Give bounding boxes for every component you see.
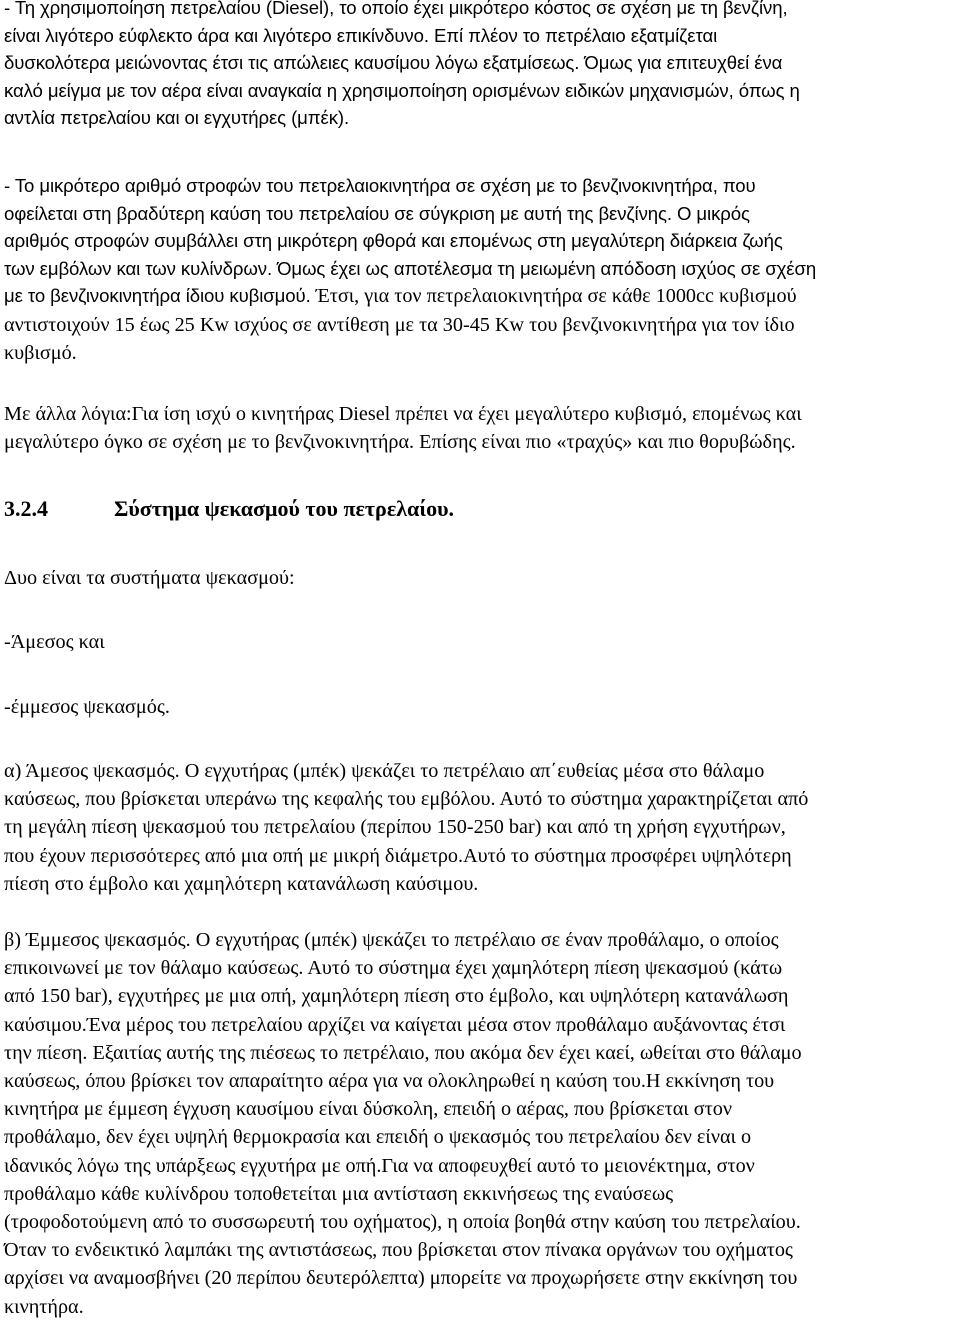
section-title: Σύστημα ψεκασμού του πετρελαίου. [114, 496, 455, 521]
text-line: οφείλεται στη βραδύτερη καύση του πετρελαίου σε σύγκριση με αυτή της βενζίνης. Ο μικρός [4, 202, 750, 224]
text-line: είναι λιγότερο εύφλεκτο άρα και λιγότερο επικίνδυνο. Επί πλέον το πετρέλαιο εξατμίζεται [4, 24, 718, 46]
text-line: Με άλλα λόγια:Για ίση ισχύ ο κινητήρας Diesel πρέπει να έχει μεγαλύτερο κυβισμό, επομένως και [4, 403, 802, 425]
text-line: καύσεως, όπου βρίσκει τον απαραίτητο αέρα για να ολοκληρωθεί η καύση του.Η εκκίνηση του [4, 1070, 775, 1093]
paragraph-fuel-advantages [4, 0, 956, 132]
text-line: πίεση στο έμβολο και χαμηλότερη κατανάλωση καύσιμου. [4, 872, 479, 895]
text-line: αριθμός στροφών συμβάλλει στη μικρότερη φθορά και επομένως στη μεγαλύτερη διάρκεια ζωής [4, 230, 783, 252]
text-line: μεγαλύτερο όγκο σε σχέση με το βενζινοκινητήρα. Επίσης είναι πιο «τραχύς» και πιο θορυβώδης. [4, 431, 796, 454]
paragraph-in-other-words [4, 400, 956, 456]
text-line: - Το μικρότερο αριθμό στροφών του πετρελαιοκινητήρα σε σχέση με το βενζινοκινητήρα, που [4, 175, 756, 196]
text-line: κινητήρα με έμμεση έγχυση καυσίμου είναι δύσκολη, επειδή ο αέρας, που βρίσκεται στον [4, 1098, 732, 1121]
text-line: την πίεση. Εξαιτίας αυτής της πιέσεως το πετρέλαιο, που ακόμα δεν έχει καεί, ωθείται στο θάλαμο [4, 1041, 802, 1064]
list-item-indirect: -έμμεσος ψεκασμός. [4, 696, 170, 718]
paragraph-indirect-injection [4, 926, 956, 1321]
text-line: αρχίσει να αναμοσβήνει (20 περίπου δευτερόλεπτα) μπορείτε να προχωρήσετε στην εκκίνηση του [4, 1267, 798, 1290]
intro-line: Δυο είναι τα συστήματα ψεκασμού: [4, 567, 295, 589]
text-line: κινητήρα. [4, 1295, 84, 1318]
text-line: ιδανικός λόγω της υπάρξεως εγχυτήρα με οπή.Για να αποφευχθεί αυτό το μειονέκτημα, στον [4, 1154, 755, 1177]
text-line: προθάλαμο, δεν έχει υψηλή θερμοκρασία και επειδή ο ψεκασμός του πετρελαίου δεν είναι ο [4, 1126, 752, 1149]
text-line: δυσκολότερα μειώνοντας έτσι τις απώλειες καυσίμου λόγω εξατμίσεως. Όμως για επιτευχθεί ένα [4, 52, 783, 74]
text-line: προθάλαμο κάθε κυλίνδρου τοποθετείται μια αντίσταση εκκινήσεως της εναύσεως [4, 1182, 674, 1205]
text-line: από 150 bar), εγχυτήρες με μια οπή, χαμηλότερη πίεση στο έμβολο, και υψηλότερη κατανάλωση [4, 985, 789, 1008]
text-line: - Τη χρησιμοποίηση πετρελαίου (Diesel), το οποίο έχει μικρότερο κόστος σε σχέση με τη βενζίνη, [4, 0, 788, 18]
text-line: επικοινωνεί με τον θάλαμο καύσεως. Αυτό το σύστημα έχει χαμηλότερη πίεση ψεκασμού (κάτω [4, 957, 783, 980]
text-line: β) Έμμεσος ψεκασμός. Ο εγχυτήρας (μπέκ) ψεκάζει το πετρέλαιο σε έναν προθάλαμο, ο οποίος [4, 929, 779, 951]
text-line: τη μεγάλη πίεση ψεκασμού του πετρελαίου (περίπου 150-250 bar) και από τη χρήση εγχυτήρων, [4, 816, 786, 839]
text-line: αντιστοιχούν 15 έως 25 Kw ισχύος σε αντίθεση με τα 30-45 Kw του βενζινοκινητήρα για τον ίδιο [4, 313, 795, 336]
section-number: 3.2.4 [4, 496, 48, 521]
section-heading [4, 495, 956, 523]
list-item-direct: -Άμεσος και [4, 631, 105, 653]
text-line: των εμβόλων και των κυλίνδρων. Όμως έχει ως αποτέλεσμα τη μειωμένη απόδοση ισχύος σε σχέση [4, 257, 817, 279]
paragraph-engine-rpm [4, 172, 956, 367]
text-line: αντλία πετρελαίου και οι εγχυτήρες (μπέκ). [4, 107, 350, 129]
text-line: κυβισμό. [4, 341, 77, 364]
text-line: που έχουν περισσότερες από μια οπή με μικρή διάμετρο.Αυτό το σύστημα προσφέρει υψηλότερη [4, 844, 792, 867]
text-line: καλό μείγμα με τον αέρα είναι αναγκαία η χρησιμοποίηση ορισμένων ειδικών μηχανισμών, όπως η [4, 79, 800, 101]
text-segment: Έτσι, για τον πετρελαιοκινητήρα σε κάθε 1000cc κυβισμού [310, 285, 797, 308]
text-line: (τροφοδοτούμενη από το συσσωρευτή του οχήματος), η οποία βοηθά στην καύση του πετρελαίου. [4, 1211, 801, 1234]
text-line: Όταν το ενδεικτικό λαμπάκι της αντιστάσεως, που βρίσκεται στον πίνακα οργάνων του οχήματος [4, 1239, 793, 1262]
text-line: α) Άμεσος ψεκασμός. Ο εγχυτήρας (μπέκ) ψεκάζει το πετρέλαιο απ΄ευθείας μέσα στο θάλαμο [4, 760, 765, 782]
text-line: καύσιμου.Ένα μέρος του πετρελαίου αρχίζει να καίγεται μέσα στον προθάλαμο αυξάνοντας έτσι [4, 1013, 786, 1036]
text-line: καύσεως, που βρίσκεται υπεράνω της κεφαλής του εμβόλου. Αυτό το σύστημα χαρακτηρίζεται από [4, 788, 809, 811]
paragraph-direct-injection [4, 757, 956, 898]
text-line-mixed [4, 282, 956, 310]
text-segment: με το βενζινοκινητήρα ίδιου κυβισμού. [4, 285, 311, 307]
